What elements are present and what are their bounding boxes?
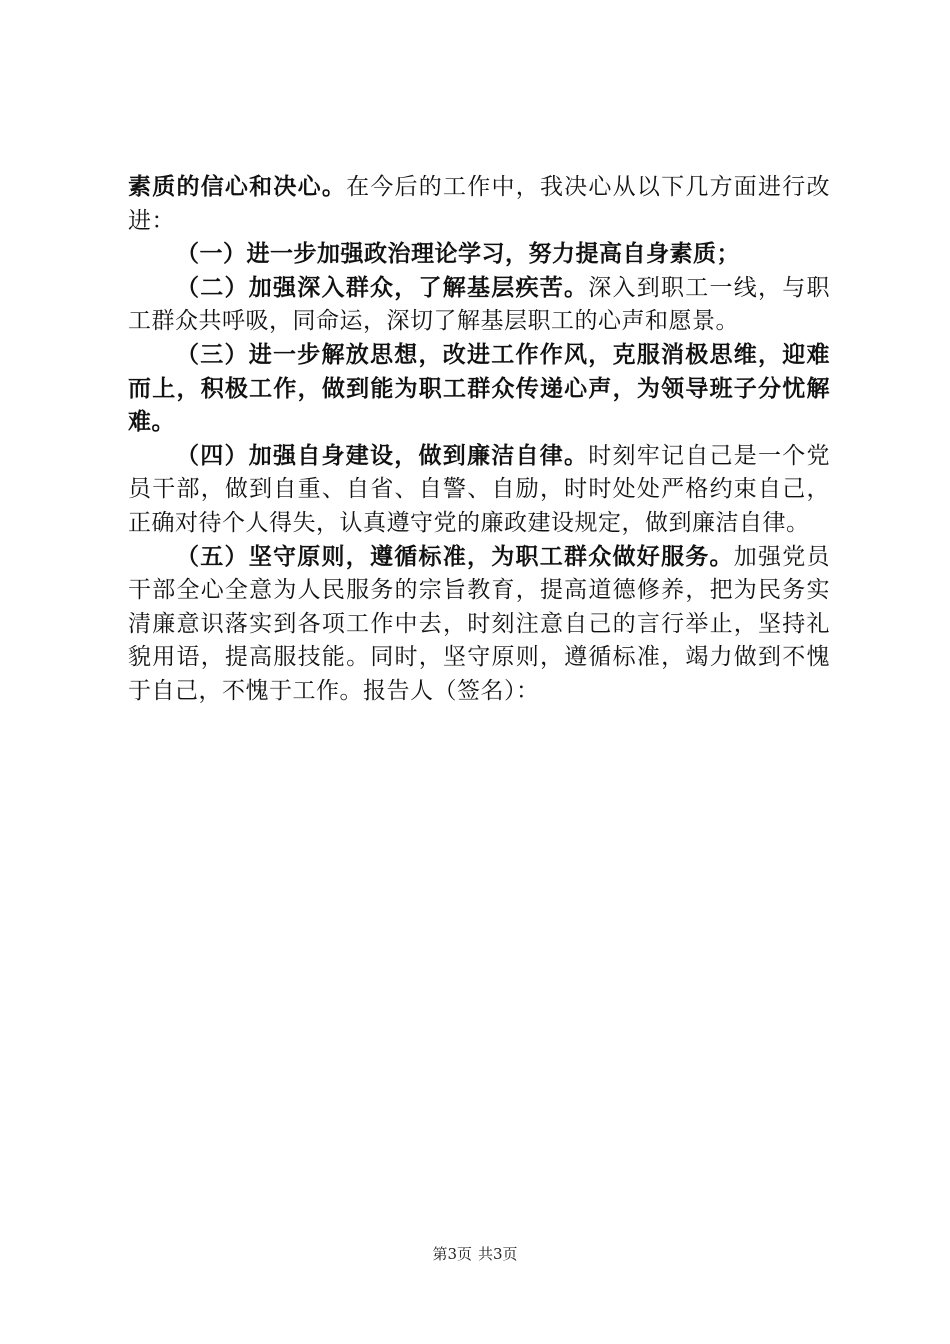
paragraph-intro-text: 在今后的工作中，我决心从以下几方面进行改进： xyxy=(128,174,831,234)
paragraph-item-5-bold: （五）坚守原则，遵循标准，为职工群众做好服务。 xyxy=(176,543,734,570)
paragraph-item-4-text: 时刻牢记自己是一个党员干部，做到自重、自省、自警、自励，时时处处严格约束自己，正确对待个人得失，认真遵守党的廉政建设规定，做到廉洁自律。 xyxy=(128,442,830,536)
document-body xyxy=(128,171,830,709)
paragraph-item-3-bold: （三）进一步解放思想，改进工作作风，克服消极思维，迎难而上，积极工作，做到能为职工群众传递心声，为领导班子分忧解难。 xyxy=(128,341,830,436)
page-footer xyxy=(0,1243,950,1264)
paragraph-item-5 xyxy=(128,541,830,709)
paragraph-intro-bold: 素质的信心和决心。 xyxy=(128,174,347,200)
paragraph-item-4 xyxy=(128,440,830,541)
paragraph-item-4-bold: （四）加强自身建设，做到廉洁自律。 xyxy=(176,442,589,469)
paragraph-item-1 xyxy=(128,238,830,272)
paragraph-item-5-text: 加强党员干部全心全意为人民服务的宗旨教育，提高道德修养，把为民务实清廉意识落实到各项工作中去，时刻注意自己的言行举止，坚持礼貌用语，提高服技能。同时，坚守原则，遵循标准，竭力做到不愧于自己，不愧于工作。报告人（签名）： xyxy=(128,543,830,704)
paragraph-intro xyxy=(128,171,830,238)
paragraph-item-3 xyxy=(128,339,830,440)
paragraph-item-2-bold: （二）加强深入群众，了解基层疾苦。 xyxy=(176,274,589,301)
paragraph-item-2 xyxy=(128,272,830,339)
paragraph-item-1-bold: （一）进一步加强政治理论学习，努力提高自身素质； xyxy=(176,241,740,268)
paragraph-item-2-text: 深入到职工一线，与职工群众共呼吸，同命运，深切了解基层职工的心声和愿景。 xyxy=(128,274,830,335)
page-total: 共3页 xyxy=(478,1245,518,1263)
page-number: 第3页 xyxy=(432,1245,472,1263)
